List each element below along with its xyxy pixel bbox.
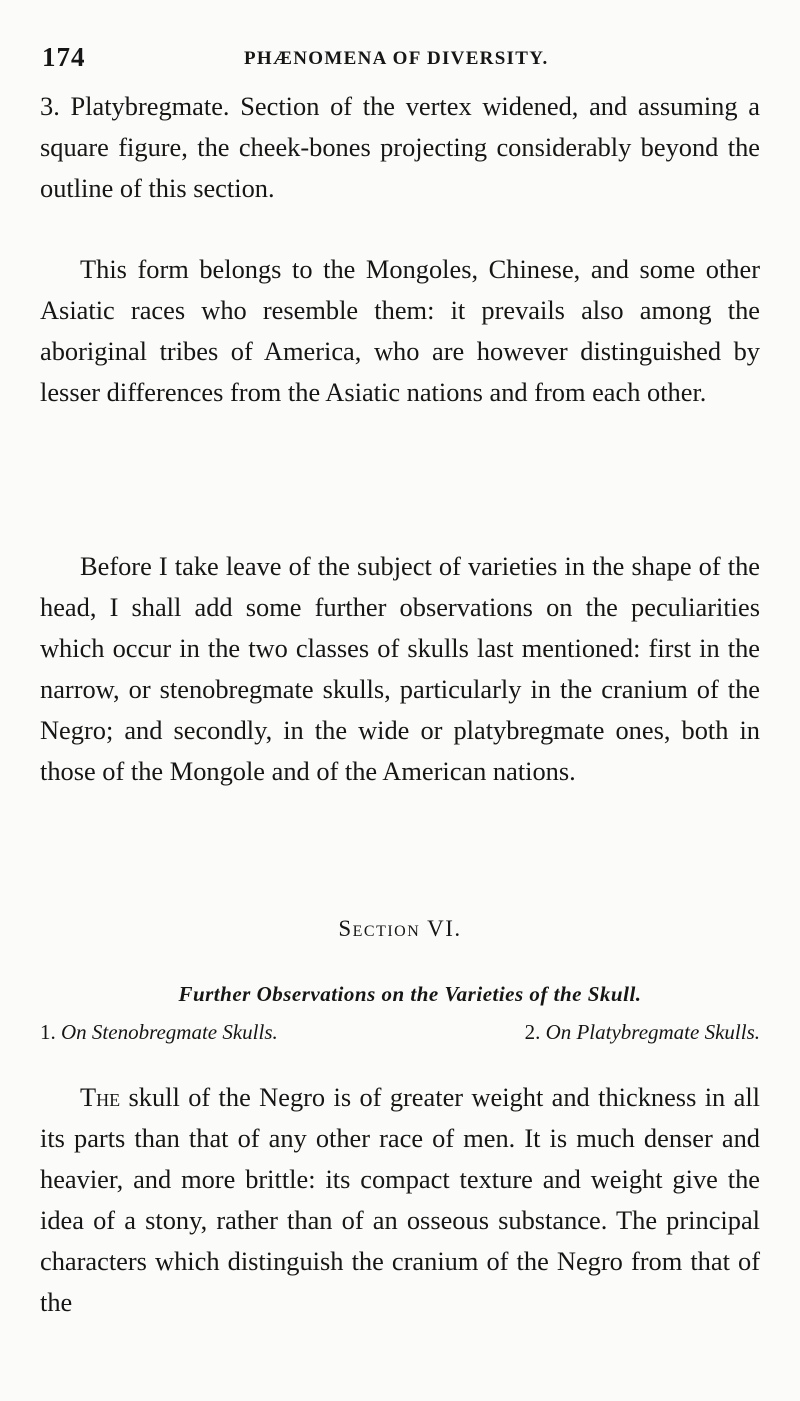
topic-1-text: On Stenobregmate Skulls. [61, 1020, 278, 1044]
paragraph-mongole-form: This form belongs to the Mongoles, Chinese, and some other Asiatic races who resemble them: it prevails also among the aboriginal tribes of America, who are however distinguished by lesser differences from the Asiatic nations and from each other. [40, 254, 760, 407]
running-head [40, 40, 760, 76]
running-title: PHÆNOMENA OF DIVERSITY. [244, 48, 549, 69]
section-subtitle: Further Observations on the Varieties of the Skull. [178, 982, 642, 1006]
section-topics [40, 1020, 760, 1045]
topic-2-text: On Platybregmate Skulls. [545, 1020, 760, 1044]
paragraph-negro-skull [40, 1077, 760, 1322]
section-heading [0, 916, 800, 942]
topic-2-number: 2. [524, 1020, 541, 1044]
section-heading-word: Section [338, 916, 421, 941]
paragraph-lead-word: The [80, 1082, 121, 1112]
page-number: 174 [42, 42, 86, 72]
topic-1 [40, 1020, 278, 1045]
topic-1-number: 1. [40, 1020, 56, 1044]
paragraph-negro-skull-text: skull of the Negro is of greater weight and thickness in all its parts than that of any other race of men. It is much denser and heavier, and more brittle: its compact texture and weight give the idea of a stony, rather than of an osseous substance. The principal characters which distinguish the cranium of the Negro from that of the [40, 1082, 760, 1317]
paragraph-platybregmate-definition: 3. Platybregmate. Section of the vertex widened, and assuming a square figure, the cheek-bones projecting considerably beyond the outline of this section. [40, 91, 760, 203]
section-heading-number: VI. [427, 916, 462, 941]
paragraph-further-observations-intro: Before I take leave of the subject of varieties in the shape of the head, I shall add some further observations on the peculiarities which occur in the two classes of skulls last mentioned: first in the narrow, or stenobregmate skulls, particularly in the cranium of the Negro; and secondly, in the wide or platybregmate ones, both in those of the Mongole and of the American nations. [40, 551, 760, 786]
topic-2 [525, 1020, 760, 1045]
